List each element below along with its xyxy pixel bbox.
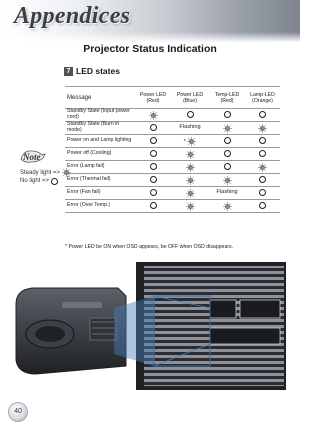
led-cell bbox=[171, 148, 209, 161]
led-cell bbox=[171, 161, 209, 174]
led-on-icon bbox=[186, 176, 195, 185]
section-heading: LED states bbox=[76, 66, 120, 76]
led-on-icon bbox=[186, 150, 195, 159]
led-cell bbox=[245, 161, 280, 174]
led-cell bbox=[209, 200, 245, 213]
led-off-icon bbox=[224, 163, 231, 170]
flashing-label: Flashing bbox=[216, 189, 238, 196]
led-off-icon bbox=[51, 178, 58, 185]
row-message: Power on and Lamp lighting bbox=[65, 135, 135, 148]
led-cell bbox=[209, 148, 245, 161]
led-off-icon bbox=[150, 150, 157, 157]
header-title: Appendices bbox=[14, 3, 131, 29]
note-icon bbox=[18, 146, 50, 166]
led-off-icon bbox=[224, 150, 231, 157]
column-header: Lamp-LED (Orange) bbox=[245, 87, 280, 109]
led-on-icon bbox=[186, 163, 195, 172]
led-on-icon bbox=[187, 137, 196, 146]
row-message: Standby State (Input power cord) bbox=[65, 109, 135, 122]
led-on-icon bbox=[186, 202, 195, 211]
led-cell bbox=[135, 148, 171, 161]
led-off-icon bbox=[259, 176, 266, 183]
led-cell bbox=[245, 109, 280, 122]
table-row bbox=[65, 161, 280, 174]
led-cell bbox=[245, 187, 280, 200]
led-cell bbox=[135, 109, 171, 122]
led-state-table bbox=[65, 86, 280, 213]
table-row bbox=[65, 187, 280, 200]
flashing-label: Flashing bbox=[179, 124, 201, 131]
legend-no-light-label: No light => bbox=[20, 178, 50, 184]
led-off-icon bbox=[259, 137, 266, 144]
svg-text:Note: Note bbox=[23, 152, 41, 162]
led-off-icon bbox=[259, 111, 266, 118]
row-message: Error (Over Temp.) bbox=[65, 200, 135, 213]
led-cell bbox=[209, 109, 245, 122]
led-cell bbox=[135, 200, 171, 213]
led-cell bbox=[171, 187, 209, 200]
footnote: * Power LED be ON when OSD appears, be OFF when OSD disappears. bbox=[65, 244, 234, 250]
led-cell bbox=[135, 135, 171, 148]
led-off-icon bbox=[150, 137, 157, 144]
row-message: Error (Fan fail) bbox=[65, 187, 135, 200]
led-on-icon bbox=[258, 124, 267, 133]
row-message: Power off (Cooling) bbox=[65, 148, 135, 161]
led-off-icon bbox=[150, 124, 157, 131]
led-on-icon bbox=[149, 111, 158, 120]
table-row bbox=[65, 122, 280, 135]
column-header: Power LED (Blue) bbox=[171, 87, 209, 109]
led-cell bbox=[171, 200, 209, 213]
led-off-icon bbox=[150, 163, 157, 170]
led-cell bbox=[171, 122, 209, 135]
led-off-icon bbox=[259, 150, 266, 157]
led-cell bbox=[209, 187, 245, 200]
legend-steady-label: Steady light => bbox=[20, 169, 61, 176]
row-message: Error (Thermal fail) bbox=[65, 174, 135, 187]
led-off-icon bbox=[150, 189, 157, 196]
led-cell bbox=[135, 122, 171, 135]
table-row bbox=[65, 148, 280, 161]
table-header-row bbox=[65, 87, 280, 109]
column-header: Temp-LED (Red) bbox=[209, 87, 245, 109]
led-off-icon bbox=[150, 176, 157, 183]
led-cell bbox=[209, 161, 245, 174]
led-cell bbox=[171, 135, 209, 148]
row-message: Error (Lamp fail) bbox=[65, 161, 135, 174]
led-cell bbox=[135, 174, 171, 187]
row-message: Standby State (Burn in mode) bbox=[65, 122, 135, 135]
led-cell bbox=[171, 109, 209, 122]
led-on-icon bbox=[223, 202, 232, 211]
led-on-icon bbox=[62, 168, 71, 177]
led-cell bbox=[135, 161, 171, 174]
section-badge: 7 bbox=[64, 67, 73, 76]
table-row bbox=[65, 200, 280, 213]
led-cell bbox=[245, 148, 280, 161]
led-on-icon bbox=[223, 176, 232, 185]
led-cell bbox=[209, 122, 245, 135]
led-on-icon bbox=[223, 124, 232, 133]
led-cell bbox=[245, 200, 280, 213]
led-cell bbox=[245, 135, 280, 148]
led-off-icon bbox=[259, 202, 266, 209]
led-off-icon bbox=[187, 111, 194, 118]
legend-no-light bbox=[20, 177, 71, 185]
legend-steady bbox=[20, 168, 71, 177]
led-cell bbox=[245, 174, 280, 187]
led-cell bbox=[245, 122, 280, 135]
column-header: Power LED (Red) bbox=[135, 87, 171, 109]
led-legend bbox=[20, 168, 71, 185]
page-number: 40 bbox=[8, 402, 28, 422]
projector-illustration bbox=[14, 256, 286, 390]
table-row bbox=[65, 109, 280, 122]
led-on-icon bbox=[186, 189, 195, 198]
led-off-icon bbox=[150, 202, 157, 209]
table-row bbox=[65, 174, 280, 187]
column-header: Message bbox=[65, 87, 135, 109]
led-off-icon bbox=[259, 189, 266, 196]
table-row bbox=[65, 135, 280, 148]
led-cell bbox=[171, 174, 209, 187]
led-cell bbox=[135, 187, 171, 200]
led-cell bbox=[209, 174, 245, 187]
led-cell bbox=[209, 135, 245, 148]
led-off-icon bbox=[224, 137, 231, 144]
led-off-icon bbox=[224, 111, 231, 118]
asterisk-mark: * bbox=[183, 138, 188, 145]
page-title: Projector Status Indication bbox=[83, 43, 217, 55]
led-on-icon bbox=[258, 163, 267, 172]
